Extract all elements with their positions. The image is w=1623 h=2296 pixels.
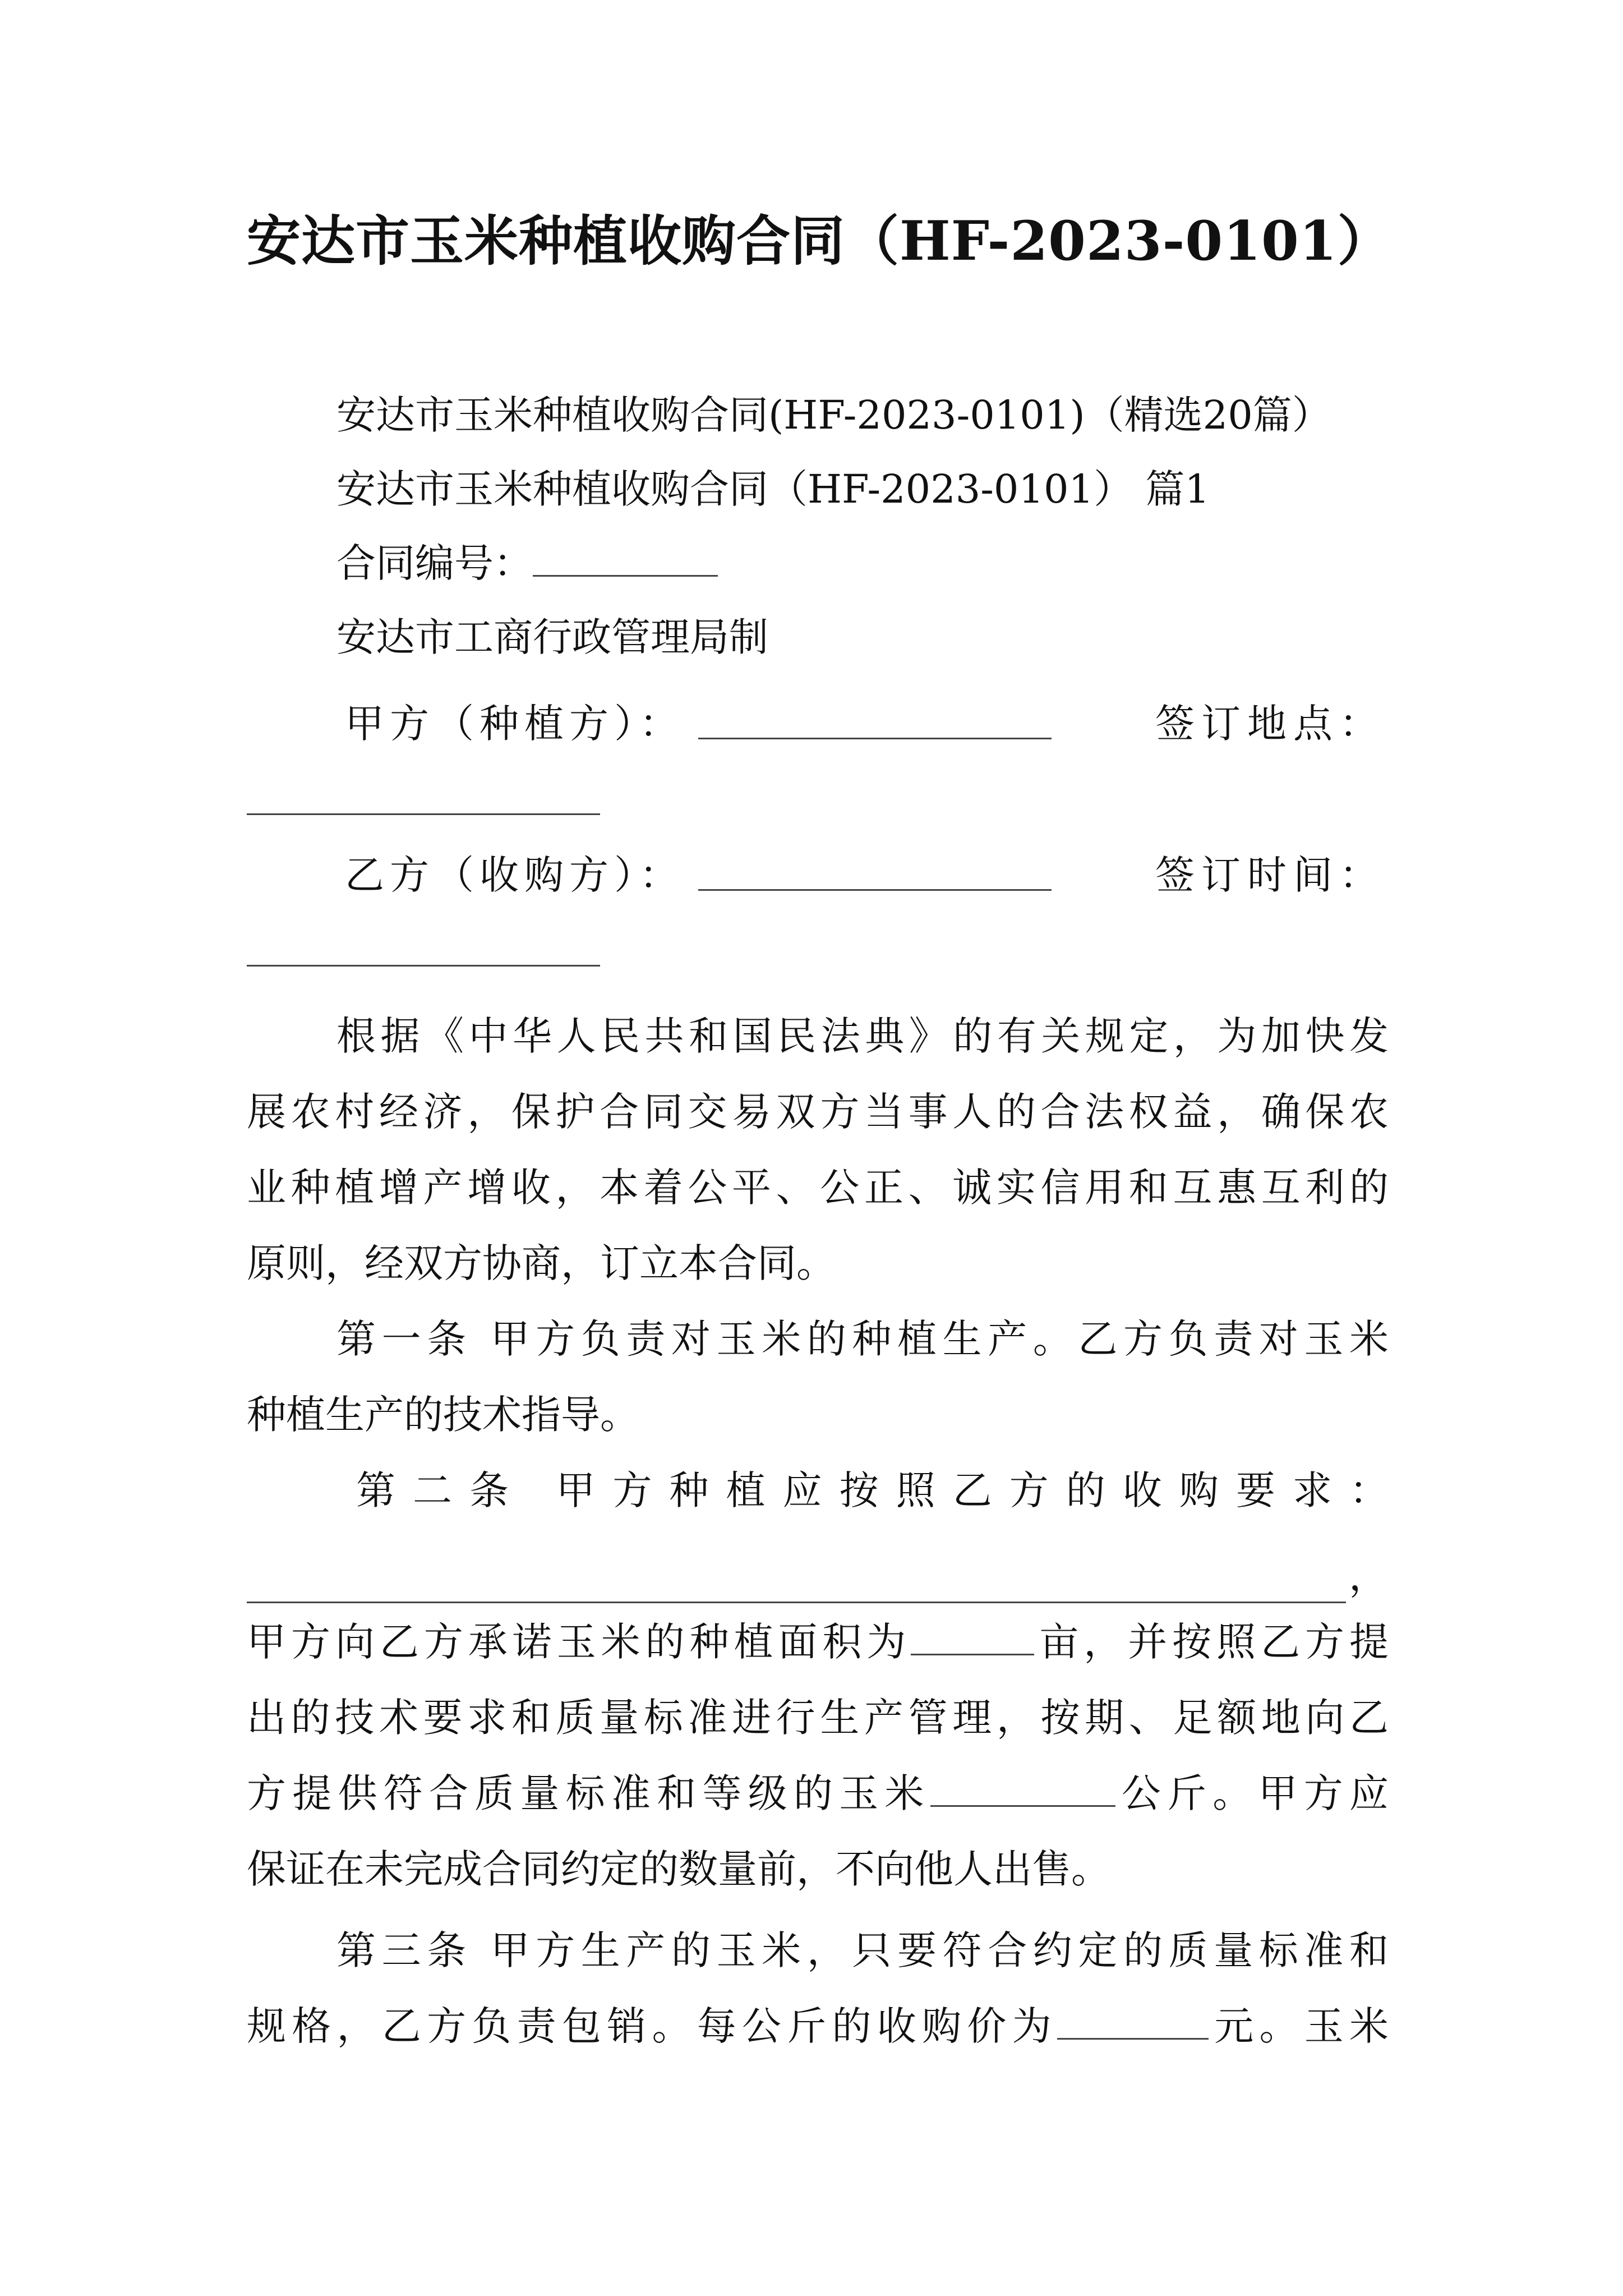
clause-2-comma: ， (1349, 1553, 1388, 1599)
contract-number-label: 合同编号： (336, 540, 533, 586)
purchase-price-blank[interactable] (1057, 1999, 1209, 2040)
clause-2-text: 方提供符合质量标准和等级的玉米 (247, 1770, 930, 1816)
purchase-requirement-blank[interactable] (247, 1602, 1346, 1603)
clause-2-text: 亩，并按照乙方提 (1034, 1619, 1389, 1665)
preamble-paragraph (247, 999, 1389, 1301)
clause-1-line: 第一条 甲方负责对玉米的种植生产。乙方负责对玉米 (336, 1316, 1389, 1362)
party-b-label: 乙方（收购方）： (345, 852, 684, 898)
sign-time-label: 签订时间： (1155, 852, 1385, 898)
issuer: 安达市工商行政管理局制 (336, 614, 768, 660)
party-b-blank[interactable] (698, 889, 1052, 891)
clause-3-text: 规格，乙方负责包销。每公斤的收购价为 (247, 2003, 1057, 2049)
preamble-line: 业种植增产增收，本着公平、公正、诚实信用和互惠互利的 (247, 1165, 1389, 1211)
preamble-line: 原则，经双方协商，订立本合同。 (247, 1240, 836, 1286)
clause-1-line: 种植生产的技术指导。 (247, 1392, 639, 1438)
sign-place-blank[interactable] (247, 813, 600, 815)
clause-3-line-1: 第三条 甲方生产的玉米，只要符合约定的质量标准和 (336, 1927, 1389, 1973)
clause-2-heading-row (247, 1453, 1389, 1529)
document-subtitle: 安达市玉米种植收购合同(HF-2023-0101)（精选20篇） (336, 392, 1331, 438)
clause-2-body (247, 1604, 1389, 1907)
party-a-label: 甲方（种植方）： (345, 701, 684, 747)
corn-quantity-blank[interactable] (930, 1766, 1115, 1807)
sign-place-label: 签订地点： (1155, 701, 1385, 747)
preamble-line: 根据《中华人民共和国民法典》的有关规定，为加快发 (336, 1013, 1389, 1059)
clause-2-heading: 第二条 甲方种植应按照乙方的收购要求： (356, 1467, 1389, 1513)
clause-1 (247, 1301, 1389, 1453)
article-heading: 安达市玉米种植收购合同（HF-2023-0101） 篇1 (336, 466, 1210, 512)
sign-time-blank[interactable] (247, 965, 600, 967)
clause-2-line-4: 保证在未完成合同约定的数量前，不向他人出售。 (247, 1846, 1110, 1892)
clause-3-text: 元。玉米 (1208, 2003, 1389, 2049)
clause-2-line-1 (247, 1604, 1389, 1680)
document-title: 安达市玉米种植收购合同（HF-2023-0101） (247, 209, 1392, 273)
clause-2-line-2: 出的技术要求和质量标准进行生产管理，按期、足额地向乙 (247, 1695, 1389, 1741)
preamble-line: 展农村经济，保护合同交易双方当事人的合法权益，确保农 (247, 1089, 1389, 1135)
clause-2-text: 公斤。甲方应 (1115, 1770, 1389, 1816)
clause-3-line-2 (247, 1989, 1389, 2064)
clause-3 (247, 1913, 1389, 2064)
party-a-blank[interactable] (698, 738, 1052, 739)
contract-number-blank[interactable] (533, 536, 718, 577)
clause-2-line-3 (247, 1756, 1389, 1832)
clause-2-text: 甲方向乙方承诺玉米的种植面积为 (247, 1619, 911, 1665)
planting-area-blank[interactable] (911, 1614, 1034, 1655)
contract-number-row (336, 535, 718, 591)
